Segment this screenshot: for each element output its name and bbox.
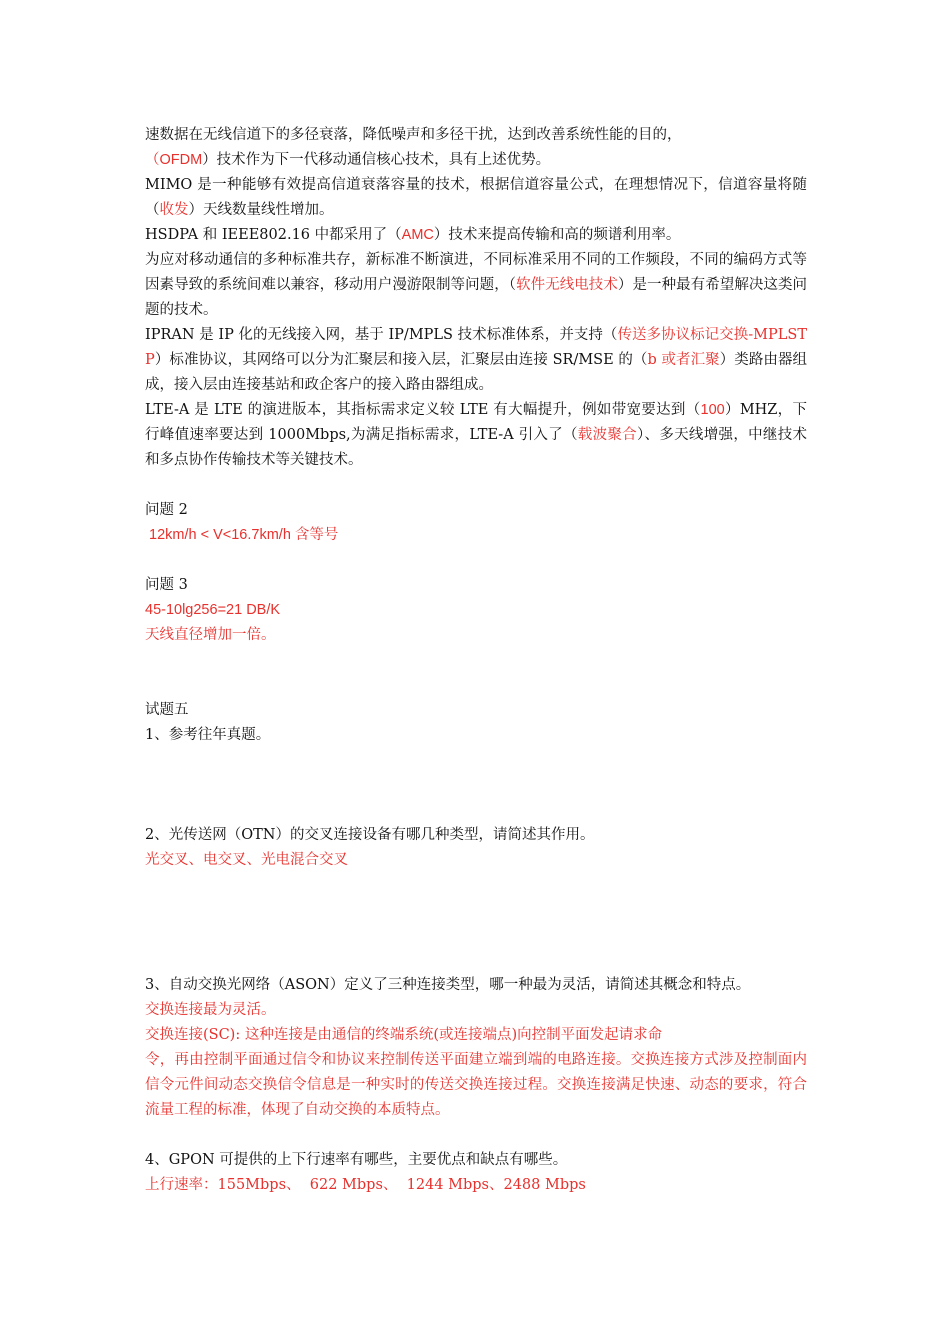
- blank-line: [145, 1123, 807, 1148]
- section-5-title: 试题五: [145, 702, 189, 718]
- blank-line: [145, 773, 807, 798]
- answer-carrier-aggregation: 载波聚合: [577, 427, 637, 443]
- blank-line: [145, 748, 807, 773]
- blank-line: [145, 673, 807, 698]
- paragraph-ipran: [145, 323, 807, 398]
- paragraph-lte-a: [145, 398, 807, 473]
- paragraph-hsdpa: [145, 223, 807, 248]
- blank-line: [145, 548, 807, 573]
- question-2-answer: 12km/h < V<16.7km/h 含等号: [145, 527, 339, 543]
- text: ）MHZ，下行峰值速率要达到 1000Mbps,为满足指标需求，LTE-A 引入了（: [145, 402, 807, 443]
- text: ）类路由器组成，接入层由连接基站和政企客户的接入路由器组成。: [145, 352, 808, 393]
- text: IPRAN 是 IP 化的无线接入网，基于 IP/MPLS 技术标准体系，并支持（: [145, 327, 618, 343]
- answer-ofdm: OFDM: [159, 152, 203, 168]
- question-3-answer-text: 天线直径增加一倍。: [145, 627, 276, 643]
- answer-amc: AMC: [401, 227, 434, 243]
- bracket: （: [145, 152, 160, 168]
- section-5-answer-3-line-2: 交换连接(SC): 这种连接是由通信的终端系统(或连接端点)向控制平面发起请求命: [145, 1027, 663, 1043]
- text: ）技术来提高传输和高的频谱利用率。: [433, 227, 681, 243]
- section-5-question-4: 4、GPON 可提供的上下行速率有哪些，主要优点和缺点有哪些。: [145, 1152, 568, 1168]
- answer-bandwidth: 100: [700, 402, 725, 418]
- text: ）技术作为下一代移动通信核心技术，具有上述优势。: [202, 152, 551, 168]
- answer-b-or-aggregation: b 或者汇聚: [647, 352, 720, 368]
- text: ）是一种最有希望解决这类问题的技术。: [145, 277, 808, 318]
- section-5-question-2: 2、光传送网（OTN）的交叉连接设备有哪几种类型，请简述其作用。: [145, 827, 595, 843]
- section-5-answer-3-line-1: 交换连接最为灵活。: [145, 1002, 276, 1018]
- text: 为应对移动通信的多种标准共存，新标准不断演进，不同标准采用不同的工作频段，不同的编码方式等因素导致的系统间难以兼容，移动用户漫游限制等问题，（: [145, 252, 807, 293]
- paragraph-mimo: [145, 173, 807, 223]
- section-5-question-1: 1、参考往年真题。: [145, 727, 271, 743]
- text: 速数据在无线信道下的多径衰落，降低噪声和多径干扰，达到改善系统性能的目的，: [145, 127, 682, 143]
- blank-line: [145, 923, 807, 948]
- text: ）天线数量线性增加。: [188, 202, 334, 218]
- section-5-answer-3-line-3: 令，再由控制平面通过信令和协议来控制传送平面建立端到端的电路连接。交换连接方式涉及控制面内信令元件间动态交换信令信息是一种实时的传送交换连接过程。交换连接满足快速、动态的要求，符合流量工程的标准，体现了自动交换的本质特点。: [145, 1052, 807, 1118]
- blank-line: [145, 648, 807, 673]
- blank-line: [145, 898, 807, 923]
- text: LTE-A 是 LTE 的演进版本，其指标需求定义较 LTE 有大幅提升，例如带宽要达到（: [145, 402, 701, 418]
- section-5-answer-4: 上行速率：155Mbps、 622 Mbps、 1244 Mbps、2488 Mbps: [145, 1177, 586, 1193]
- blank-line: [145, 873, 807, 898]
- question-3-title: 问题 3: [145, 577, 188, 593]
- question-2-title: 问题 2: [145, 502, 188, 518]
- answer-transceiver: 收发: [159, 202, 189, 218]
- document-body: [145, 123, 807, 1198]
- text: ）、多天线增强，中继技术和多点协作传输技术等关键技术。: [145, 427, 808, 468]
- blank-line: [145, 473, 807, 498]
- text: ）标准协议，其网络可以分为汇聚层和接入层，汇聚层由连接 SR/MSE 的（: [154, 352, 648, 368]
- answer-mpls-tp: 传送多协议标记交换-MPLSTP: [145, 327, 807, 368]
- text: HSDPA 和 IEEE802.16 中都采用了（: [145, 227, 402, 243]
- section-5-answer-2: 光交叉、电交叉、光电混合交叉: [145, 852, 348, 868]
- text: MIMO 是一种能够有效提高信道衰落容量的技术，根据信道容量公式，在理想情况下，信道容量将随（: [145, 177, 807, 218]
- question-3-answer-formula: 45-10lg256=21 DB/K: [145, 602, 281, 618]
- paragraph-ofdm: [145, 123, 807, 173]
- answer-software-radio: 软件无线电技术: [516, 277, 618, 293]
- blank-line: [145, 798, 807, 823]
- section-5-question-3: 3、自动交换光网络（ASON）定义了三种连接类型，哪一种最为灵活，请简述其概念和特点。: [145, 977, 751, 993]
- blank-line: [145, 948, 807, 973]
- paragraph-sdr: [145, 248, 807, 323]
